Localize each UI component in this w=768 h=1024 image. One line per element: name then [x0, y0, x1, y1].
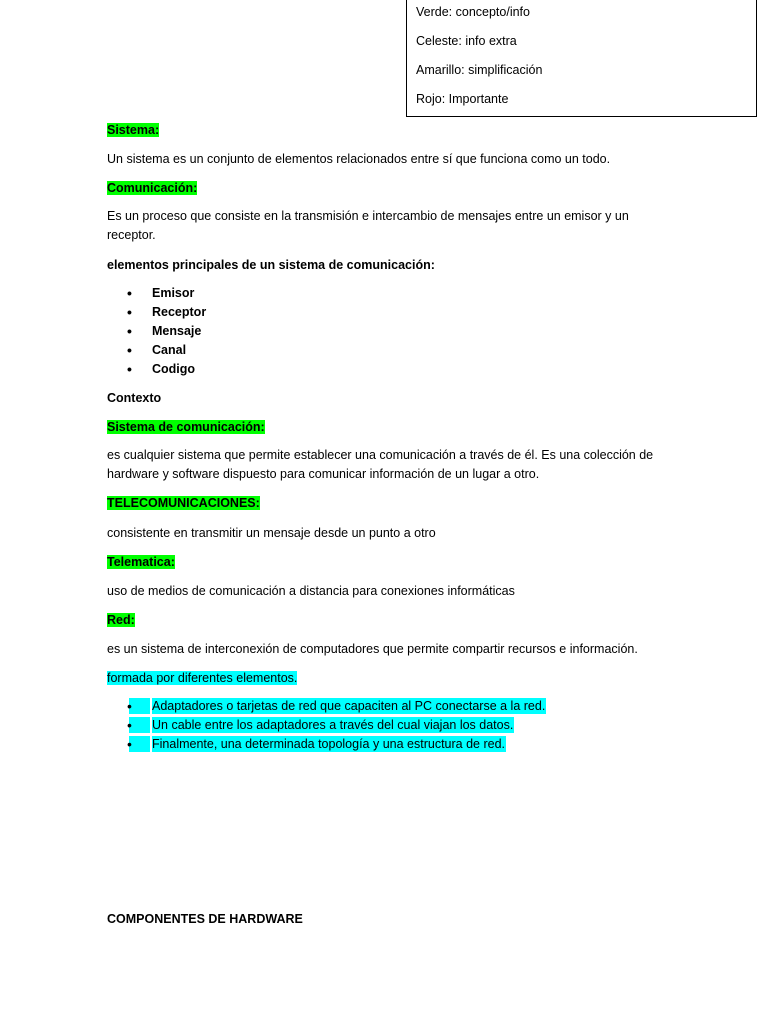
paragraph-comunicacion: Es un proceso que consiste en la transmisión e intercambio de mensajes entre un emisor y un receptor.: [107, 209, 629, 242]
list-item-text: Adaptadores o tarjetas de red que capaciten al PC conectarse a la red.: [152, 699, 546, 713]
heading-sistema-comunicacion: [107, 419, 265, 435]
heading-sistema: [107, 122, 159, 138]
heading-telematica-text: Telematica:: [107, 555, 175, 569]
bullet-icon: •: [127, 717, 132, 733]
cyan-bullet-bg: [129, 736, 150, 752]
legend-verde: Verde: concepto/info: [416, 5, 530, 19]
bullet-icon: •: [127, 323, 132, 339]
list-item-text: Mensaje: [152, 324, 202, 338]
bullet-icon: •: [127, 342, 132, 358]
paragraph-telecomunicaciones: consistente en transmitir un mensaje desde un punto a otro: [107, 526, 436, 540]
bullet-icon: •: [127, 736, 132, 752]
heading-telecomunicaciones: [107, 495, 260, 511]
heading-sistema-text: Sistema:: [107, 123, 160, 137]
list-item-text: Codigo: [152, 362, 196, 376]
color-legend-box: [406, 0, 757, 117]
list-item-text: Emisor: [152, 286, 195, 300]
list-item-wrap: [152, 716, 514, 735]
bullet-icon: •: [127, 285, 132, 301]
legend-amarillo: Amarillo: simplificación: [416, 63, 543, 77]
paragraph-sistema-comunicacion: es cualquier sistema que permite establecer una comunicación a través de él. Es una colección de hardware y software dispuesto para comunicar información de un lugar a otro.: [107, 448, 654, 481]
heading-elementos: elementos principales de un sistema de comunicación:: [107, 258, 435, 272]
heading-telecomunicaciones-text: TELECOMUNICACIONES:: [107, 496, 260, 510]
heading-sistema-comunicacion-text: Sistema de comunicación:: [107, 420, 265, 434]
bullet-icon: •: [127, 698, 132, 714]
list-item-wrap: [152, 697, 546, 716]
paragraph-sistema: Un sistema es un conjunto de elementos relacionados entre sí que funciona como un todo.: [107, 152, 611, 166]
heading-contexto: Contexto: [107, 391, 162, 405]
heading-comunicacion: [107, 180, 197, 196]
paragraph-red-extra: [107, 670, 297, 686]
paragraph-telematica: uso de medios de comunicación a distancia para conexiones informáticas: [107, 584, 515, 598]
bullet-icon: •: [127, 304, 132, 320]
heading-red-text: Red:: [107, 613, 135, 627]
heading-componentes-hardware: COMPONENTES DE HARDWARE: [107, 912, 303, 926]
legend-celeste: Celeste: info extra: [416, 34, 517, 48]
list-item-wrap: [152, 735, 506, 754]
paragraph-red: es un sistema de interconexión de computadores que permite compartir recursos e información.: [107, 642, 638, 656]
list-item-text: Canal: [152, 343, 187, 357]
cyan-bullet-bg: [129, 698, 150, 714]
list-item-text: Un cable entre los adaptadores a través del cual viajan los datos.: [152, 718, 514, 732]
list-item-text: Receptor: [152, 305, 207, 319]
list-item-text: Finalmente, una determinada topología y una estructura de red.: [152, 737, 505, 751]
heading-comunicacion-text: Comunicación:: [107, 181, 198, 195]
cyan-bullet-bg: [129, 717, 150, 733]
bullet-icon: •: [127, 361, 132, 377]
paragraph-red-extra-text: formada por diferentes elementos.: [107, 671, 298, 685]
heading-telematica: [107, 554, 175, 570]
heading-red: [107, 612, 135, 628]
legend-rojo: Rojo: Importante: [416, 92, 509, 106]
